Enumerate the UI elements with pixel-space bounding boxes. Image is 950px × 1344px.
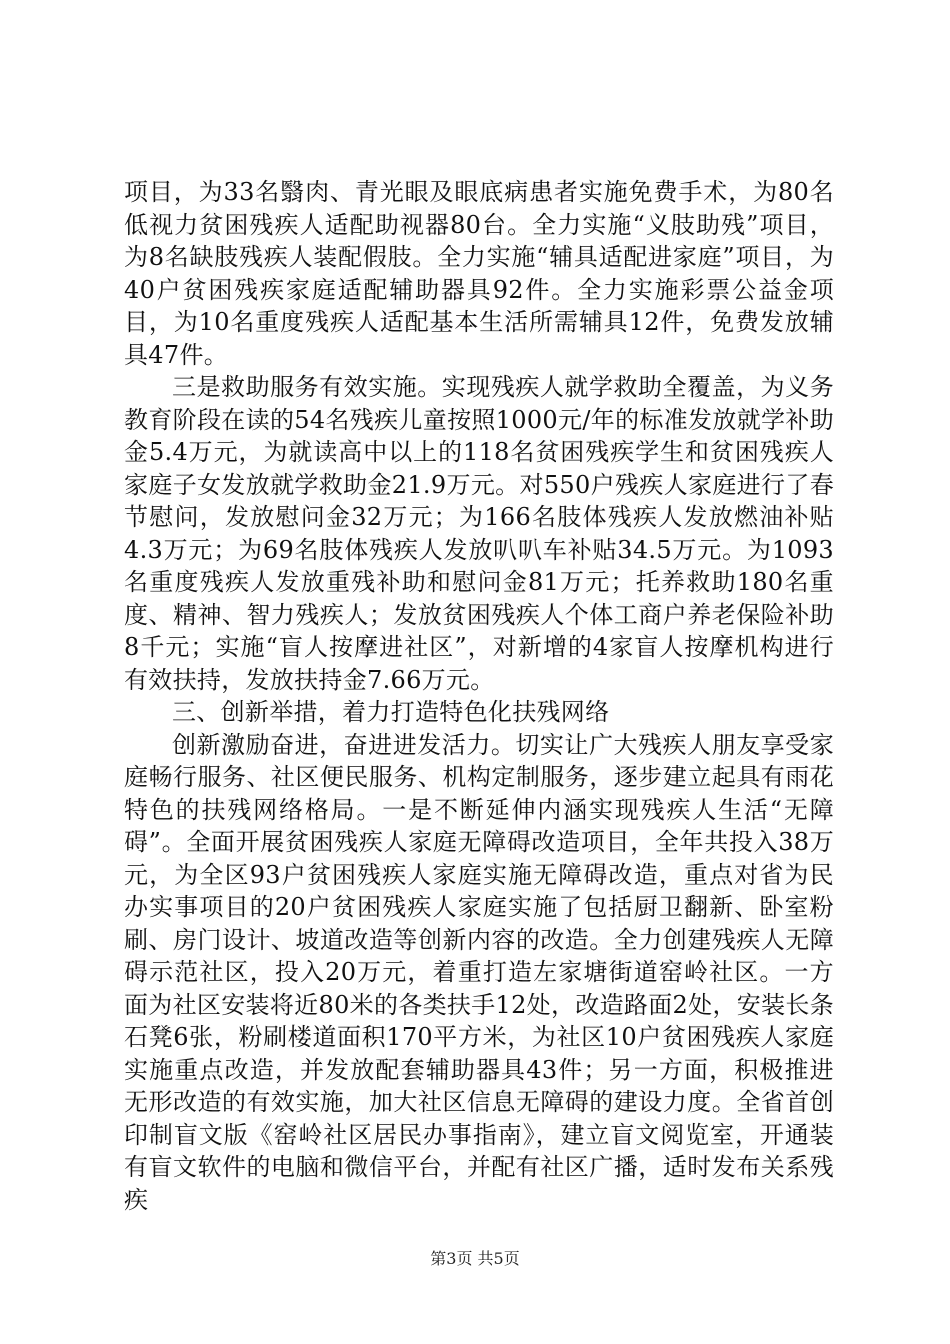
page-number-footer: 第3页 共5页 [430, 1249, 520, 1268]
paragraph-aids-projects: 项目，为33名翳肉、青光眼及眼底病患者实施免费手术，为80名低视力贫困残疾人适配助视器80台。全力实施“义肢助残”项目，为8名缺肢残疾人装配假肢。全力实施“辅具适配进家庭”项目，为40户贫困残疾家庭适配辅助器具92件。全力实施彩票公益金项目，为10名重度残疾人适配基本生活所需辅具12件，免费发放辅具47件。 [124, 178, 834, 369]
paragraph-barrier-free: 创新激励奋进，奋进进发活力。切实让广大残疾人朋友享受家庭畅行服务、社区便民服务、机构定制服务，逐步建立起具有雨花特色的扶残网络格局。一是不断延伸内涵实现残疾人生活“无障碍”。全面开展贫困残疾人家庭无障碍改造项目，全年共投入38万元，为全区93户贫困残疾人家庭实施无障碍改造，重点对省为民办实事项目的20户贫困残疾人家庭实施了包括厨卫翻新、卧室粉刷、房门设计、坡道改造等创新内容的改造。全力创建残疾人无障碍示范社区，投入20万元，着重打造左家塘街道窑岭社区。一方面为社区安装将近80米的各类扶手12处，改造路面2处，安装长条石凳6张，粉刷楼道面积170平方米，为社区10户贫困残疾人家庭实施重点改造，并发放配套辅助器具43件；另一方面，积极推进无形改造的有效实施，加大社区信息无障碍的建设力度。全省首创印制盲文版《窑岭社区居民办事指南》，建立盲文阅览室，开通装有盲文软件的电脑和微信平台，并配有社区广播，适时发布关系残疾 [124, 730, 834, 1214]
document-body [124, 176, 834, 1216]
section-heading-innovation: 三、创新举措，着力打造特色化扶残网络 [172, 698, 610, 726]
paragraph-relief-services: 三是救助服务有效实施。实现残疾人就学救助全覆盖，为义务教育阶段在读的54名残疾儿童按照1000元/年的标准发放就学补助金5.4万元，为就读高中以上的118名贫困残疾学生和贫困残疾人家庭子女发放就学救助金21.9万元。对550户残疾人家庭进行了春节慰问，发放慰问金32万元；为166名肢体残疾人发放燃油补贴4.3万元；为69名肢体残疾人发放叭叭车补贴34.5万元。为1093名重度残疾人发放重残补助和慰问金81万元；托养救助180名重度、精神、智力残疾人；发放贫困残疾人个体工商户养老保险补助8千元；实施“盲人按摩进社区”，对新增的4家盲人按摩机构进行有效扶持，发放扶持金7.66万元。 [124, 373, 835, 694]
